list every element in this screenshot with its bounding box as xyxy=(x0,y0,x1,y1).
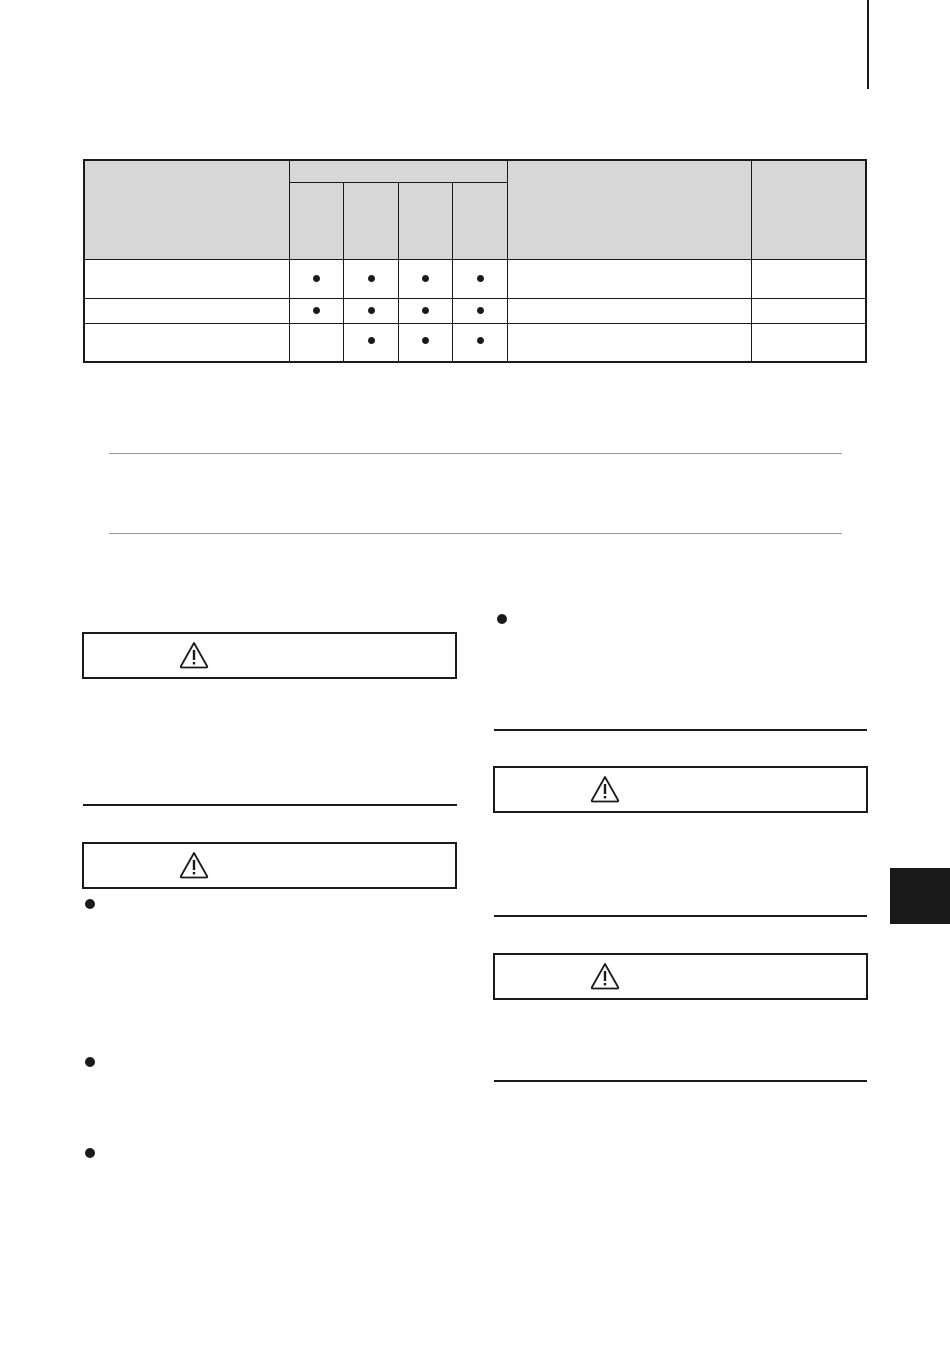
page-edge-rule xyxy=(867,0,869,89)
bullet-icon xyxy=(497,614,507,624)
table-dot-r3-c3 xyxy=(422,337,429,344)
table-header-cell-description xyxy=(507,159,751,259)
table-dot-r3-c4 xyxy=(477,337,484,344)
chapter-tab-marker xyxy=(890,868,950,924)
table-dot-r3-c2 xyxy=(368,337,375,344)
warning-triangle-icon xyxy=(179,641,209,669)
bullet-icon xyxy=(85,1057,95,1067)
table-dot-r2-c4 xyxy=(477,307,484,314)
note-bottom-rule xyxy=(109,533,842,534)
table-dot-r1-c2 xyxy=(368,275,375,282)
table-dot-r2-c2 xyxy=(368,307,375,314)
section-rule-right-2 xyxy=(494,915,867,917)
warning-triangle-icon xyxy=(590,775,620,803)
bullet-icon xyxy=(85,1148,95,1158)
caution-box-1 xyxy=(82,632,457,679)
caution-box-3 xyxy=(493,766,868,813)
note-top-rule xyxy=(109,453,842,454)
table-dot-r1-c1 xyxy=(313,275,320,282)
table-header-cell-remarks xyxy=(751,159,867,259)
section-rule-right-3 xyxy=(494,1080,867,1082)
table-dot-r1-c3 xyxy=(422,275,429,282)
spec-table xyxy=(83,159,867,363)
bullet-icon xyxy=(85,899,95,909)
section-rule-left-1 xyxy=(83,804,457,806)
warning-triangle-icon xyxy=(179,851,209,879)
caution-box-2 xyxy=(82,842,457,889)
caution-box-4 xyxy=(493,953,868,1000)
section-rule-right-1 xyxy=(494,729,867,731)
table-header-cell-item xyxy=(83,159,289,259)
table-dot-r2-c3 xyxy=(422,307,429,314)
table-dot-r1-c4 xyxy=(477,275,484,282)
table-dot-r2-c1 xyxy=(313,307,320,314)
warning-triangle-icon xyxy=(590,962,620,990)
